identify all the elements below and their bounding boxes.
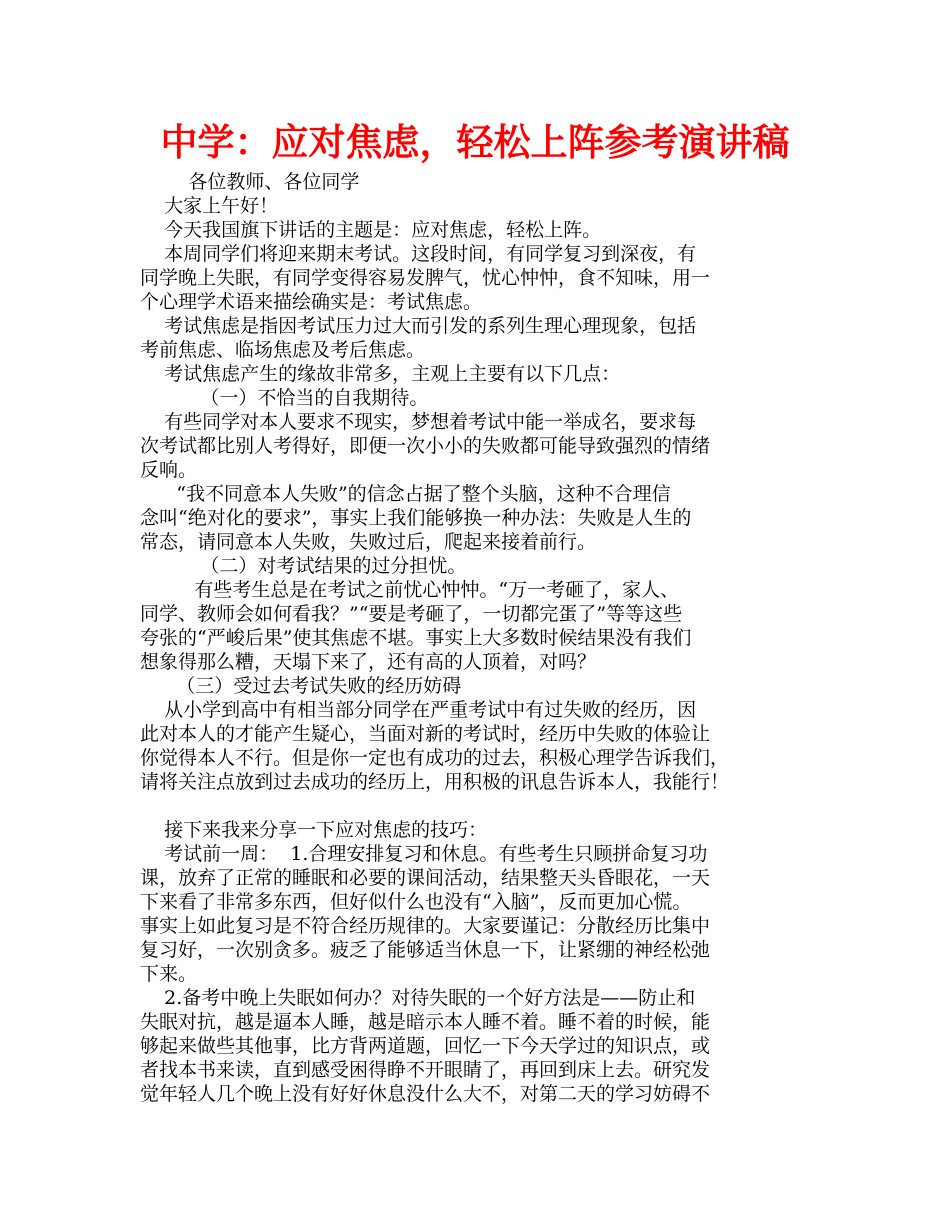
text-line: 次考试都比别人考得好，即便一次小小的失败都可能导致强烈的情绪 <box>140 435 711 457</box>
text-line: 考试焦虑是指因考试压力过大而引发的系列生理心理现象，包括 <box>140 315 697 337</box>
text-line: 夸张的“严峻后果”使其焦虑不堪。事实上大多数时候结果没有我们 <box>140 627 692 649</box>
text-line: 今天我国旗下讲话的主题是：应对焦虑，轻松上阵。 <box>140 219 602 241</box>
text-line: 下来。 <box>140 963 198 985</box>
text-line: 想象得那么糟，天塌下来了，还有高的人顶着，对吗？ <box>140 651 597 673</box>
text-line: （三）受过去考试失败的经历妨碍 <box>140 675 462 697</box>
text-line: 常态，请同意本人失败，失败过后，爬起来接着前行。 <box>140 531 597 553</box>
text-line: 各位教师、各位同学 <box>140 171 360 193</box>
text-line: “我不同意本人失败”的信念占据了整个头脑，这种不合理信 <box>140 483 671 505</box>
text-line: 复习好，一次别贪多。疲乏了能够适当休息一下，让紧绷的神经松弛 <box>140 939 711 961</box>
text-line: 者找本书来读，直到感受困得睁不开眼睛了，再回到床上去。研究发 <box>140 1059 711 1081</box>
text-line: 有些同学对本人要求不现实，梦想着考试中能一举成名，要求每 <box>140 411 697 433</box>
text-line: 下来看了非常多东西，但好似什么也没有“入脑”，反而更加心慌。 <box>140 891 692 913</box>
text-line: 此对本人的才能产生疑心，当面对新的考试时，经历中失败的体验让 <box>140 723 711 745</box>
text-line: （二）对考试结果的过分担忧。 <box>140 555 467 577</box>
text-line: 觉年轻人几个晚上没有好好休息没什么大不，对第二天的学习妨碍不 <box>140 1083 711 1105</box>
document-body <box>140 170 830 1106</box>
text-line: 考试前一周： 1.合理安排复习和休息。有些考生只顾拼命复习功 <box>140 843 708 865</box>
text-line: 考前焦虑、临场焦虑及考后焦虑。 <box>140 339 426 361</box>
blank-line <box>140 794 830 818</box>
text-line: 失眠对抗，越是逼本人睡，越是暗示本人睡不着。睡不着的时候，能 <box>140 1011 711 1033</box>
text-line: 念叫“绝对化的要求”，事实上我们能够换一种办法：失败是人生的 <box>140 507 692 529</box>
text-line: 个心理学术语来描绘确实是：考试焦虑。 <box>140 291 483 313</box>
text-line: 考试焦虑产生的缘故非常多，主观上主要有以下几点： <box>140 363 621 385</box>
text-line: 事实上如此复习是不符合经历规律的。大家要谨记：分散经历比集中 <box>140 915 711 937</box>
text-line: 课，放弃了正常的睡眠和必要的课间活动，结果整天头昏眼花，一天 <box>140 867 711 889</box>
document-title: 中学：应对焦虑，轻松上阵参考演讲稿 <box>160 121 790 164</box>
text-line: 从小学到高中有相当部分同学在严重考试中有过失败的经历，因 <box>140 699 697 721</box>
text-line: 够起来做些其他事，比方背两道题，回忆一下今天学过的知识点，或 <box>140 1035 711 1057</box>
text-line: 接下来我来分享一下应对焦虑的技巧： <box>140 819 488 841</box>
text-line: 2.备考中晚上失眠如何办？对待失眠的一个好方法是——防止和 <box>140 987 696 1009</box>
text-line: 你觉得本人不行。但是你一定也有成功的过去，积极心理学告诉我们， <box>140 747 730 769</box>
text-line: 请将关注点放到过去成功的经历上，用积极的讯息告诉本人，我能行！ <box>140 771 730 793</box>
text-line: 同学、教师会如何看我？”“要是考砸了，一切都完蛋了”等等这些 <box>140 603 683 625</box>
text-line: （一）不恰当的自我期待。 <box>140 387 429 409</box>
text-line: 反响。 <box>140 459 198 481</box>
text-line: 大家上午好！ <box>140 195 279 217</box>
text-line: 本周同学们将迎来期末考试。这段时间，有同学复习到深夜，有 <box>140 243 697 265</box>
text-line: 有些考生总是在考试之前忧心忡忡。“万一考砸了，家人、 <box>140 579 680 601</box>
text-line: 同学晚上失眠，有同学变得容易发脾气，忧心忡忡，食不知味，用一 <box>140 267 711 289</box>
